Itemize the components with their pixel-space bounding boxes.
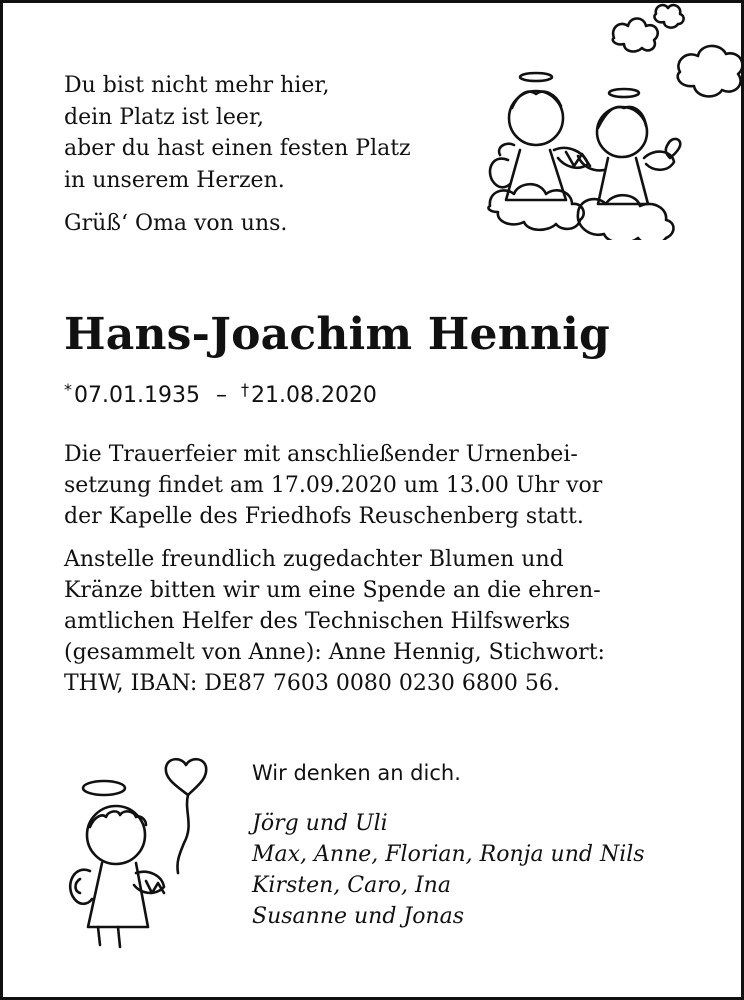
signers-list: [252, 808, 645, 932]
date-separator: –: [215, 383, 227, 408]
signer-line: Kirsten, Caro, Ina: [252, 873, 451, 898]
body-line: Kränze bitten wir um eine Spende an die ehren-: [64, 578, 601, 603]
body-line: Die Trauerfeier mit anschließender Urnenbei-: [64, 442, 578, 467]
life-dates: [64, 380, 377, 408]
poem-line: Du bist nicht mehr hier,: [64, 73, 330, 98]
poem-line: dein Platz ist leer,: [64, 104, 265, 130]
body-line: setzung findet am 17.09.2020 um 13.00 Uhr vor: [64, 473, 603, 498]
donation-paragraph: [64, 544, 605, 699]
body-line: THW, IBAN: DE87 7603 0080 0230 6800 56.: [64, 671, 560, 696]
birth-symbol: *: [64, 380, 72, 399]
signer-line: Max, Anne, Florian, Ronja und Nils: [252, 842, 645, 867]
body-line: der Kapelle des Friedhofs Reuschenberg statt.: [64, 504, 584, 529]
signer-line: Jörg und Uli: [252, 811, 388, 836]
funeral-paragraph: [64, 439, 605, 532]
poem-line: in unserem Herzen.: [64, 167, 285, 193]
body-line: amtlichen Helfer des Technischen Hilfswerks: [64, 609, 571, 634]
body-line: Anstelle freundlich zugedachter Blumen und: [64, 547, 564, 572]
poem-greeting: Grüß‘ Oma von uns.: [64, 211, 288, 236]
signoff-text: Wir denken an dich.: [252, 761, 461, 785]
death-symbol: †: [240, 380, 249, 399]
birth-date: 07.01.1935: [74, 383, 200, 408]
notice-body: [64, 439, 605, 699]
body-line: (gesammelt von Anne): Anne Hennig, Stichwort:: [64, 640, 605, 665]
poem: [64, 70, 411, 240]
deceased-name: Hans-Joachim Hennig: [64, 309, 610, 360]
two-angels-on-clouds-icon: [484, 0, 744, 240]
poem-line: aber du hast einen festen Platz: [64, 136, 411, 161]
signer-line: Susanne und Jonas: [252, 904, 465, 929]
angel-with-heart-balloon-icon: [60, 755, 220, 955]
death-date: 21.08.2020: [250, 383, 377, 408]
